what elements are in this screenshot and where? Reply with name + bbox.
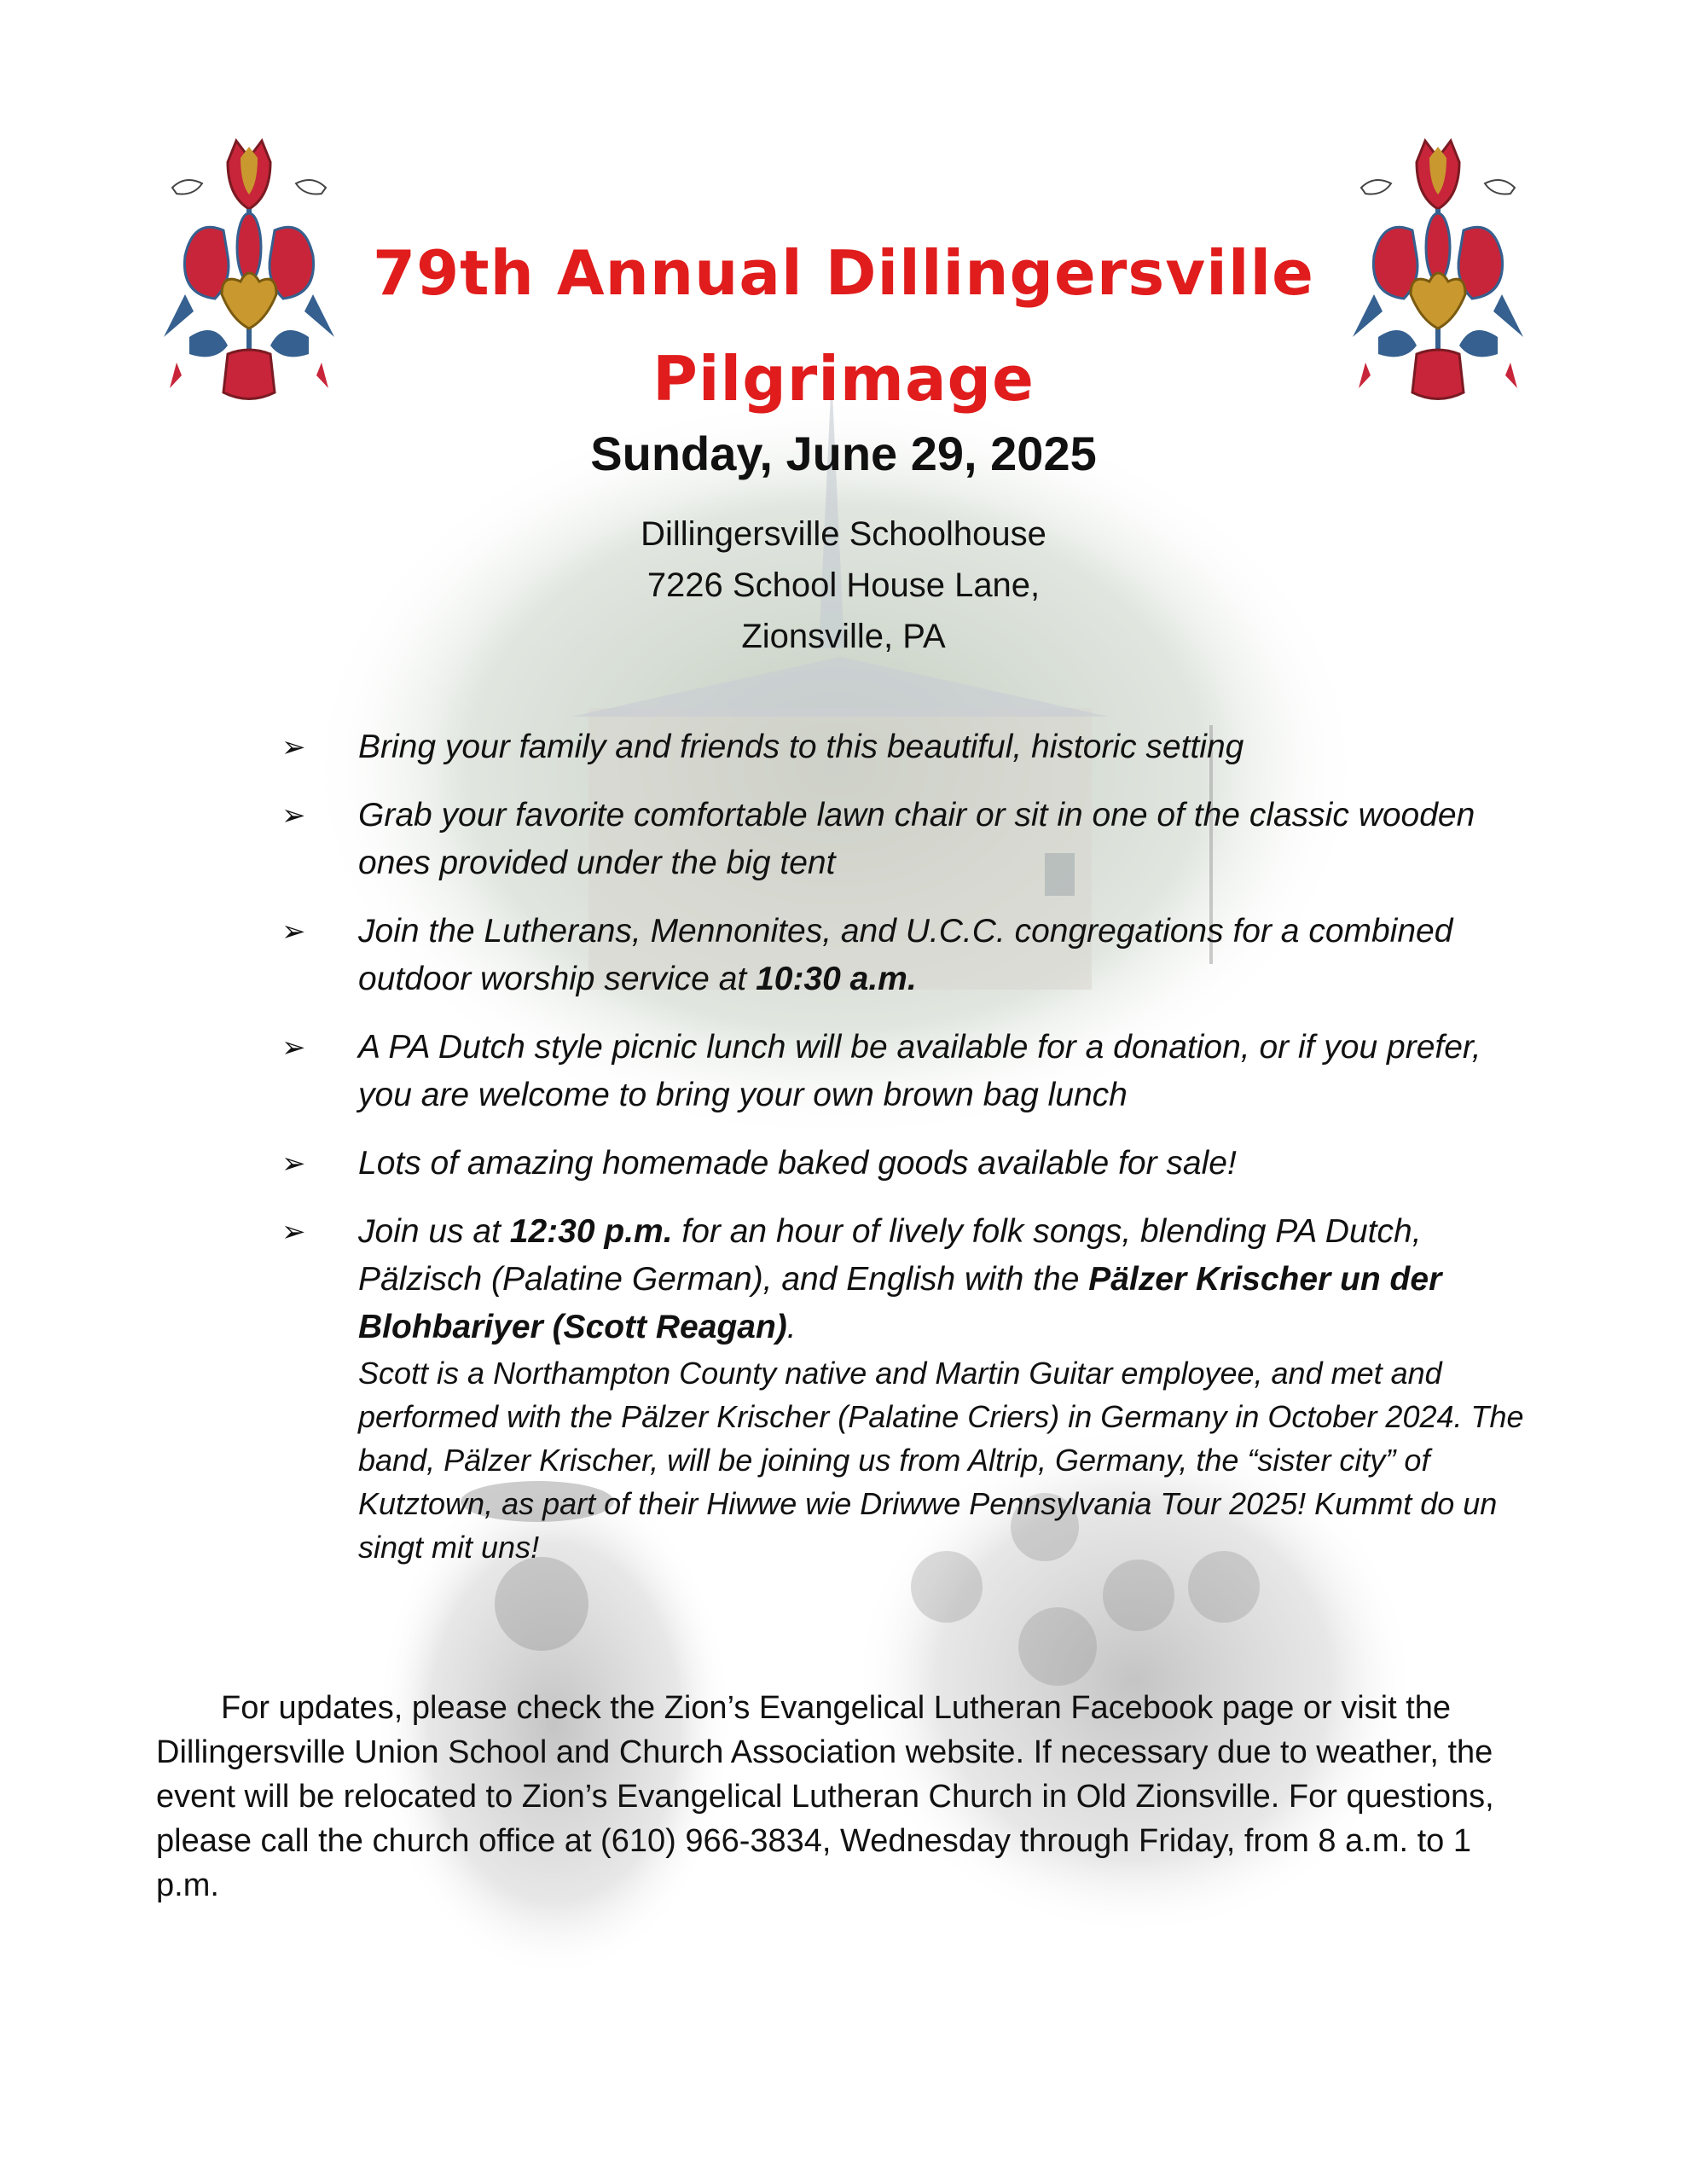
arrow-bullet-icon: ➢ [281,799,306,832]
list-item: ➢ Lots of amazing homemade baked goods available for sale! [281,1140,1544,1188]
arrow-bullet-icon: ➢ [281,731,306,764]
page-title [281,220,1406,432]
title-line-1: 79th Annual Dillingersville [372,237,1315,310]
title-line-2: Pilgrimage [652,343,1035,415]
list-item: ➢ Grab your favorite comfortable lawn chair or sit in one of the classic wooden ones provided under the big tent [281,792,1544,887]
concert-time: 12:30 p.m. [509,1213,673,1250]
event-date: Sunday, June 29, 2025 [590,427,1097,480]
venue-city: Zionsville, PA [741,618,946,655]
band-name: Pälzer Krischer un der Blohbariyer (Scott Reagan) [358,1261,1442,1345]
arrow-bullet-icon: ➢ [281,1031,306,1064]
list-item: ➢ Bring your family and friends to this beautiful, historic setting [281,723,1544,771]
venue-address [0,508,1687,662]
performer-details: Scott is a Northampton County native and Martin Guitar employee, and met and performed with the Pälzer Krischer (Palatine Criers) in Germany in October 2024. The band, Pälzer Krischer, will be joining us from Altrip, Germany, the “sister city” of Kutztown, as part of their Hiwwe wie Driwwe Pennsylvania Tour 2025! Kummt do un singt mit uns! [358,1356,1524,1565]
list-item: ➢ Join the Lutherans, Mennonites, and U.C.C. congregations for a combined outdoor worship service at 10:30 a.m. [281,908,1544,1003]
arrow-bullet-icon: ➢ [281,1216,306,1248]
updates-paragraph: For updates, please check the Zion’s Evangelical Lutheran Facebook page or visit the Dillingersville Union School and Church Association website. If necessary due to weather, the event will be relocated to Zion’s Evangelical Lutheran Church in Old Zionsville. For questions, please call the church office at (610) 966-3834, Wednesday through Friday, from 8 a.m. to 1 p.m. [156,1690,1494,1903]
arrow-bullet-icon: ➢ [281,915,306,948]
list-item: ➢ A PA Dutch style picnic lunch will be available for a donation, or if you prefer, you are welcome to bring your own brown bag lunch [281,1024,1544,1119]
venue-street: 7226 School House Lane, [646,566,1041,604]
worship-time: 10:30 a.m. [756,961,917,997]
list-item: ➢ Join us at 12:30 p.m. for an hour of lively folk songs, blending PA Dutch, Pälzisch (Palatine German), and English with the Pälzer Krischer un der Blohbariyer (Scott Reagan). Scott is a Northampton County native and Martin Guitar employee, and met and performed with the Pälzer Krischer (Palatine Criers) in Germany in October 2024. The band, Pälzer Krischer, will be joining us from Altrip, Germany, the “sister city” of Kutztown, as part of their Hiwwe wie Driwwe Pennsylvania Tour 2025! Kummt do un singt mit uns! [281,1208,1544,1569]
arrow-bullet-icon: ➢ [281,1147,306,1180]
venue-name: Dillingersville Schoolhouse [641,515,1046,553]
event-highlights-list [281,723,1544,1589]
